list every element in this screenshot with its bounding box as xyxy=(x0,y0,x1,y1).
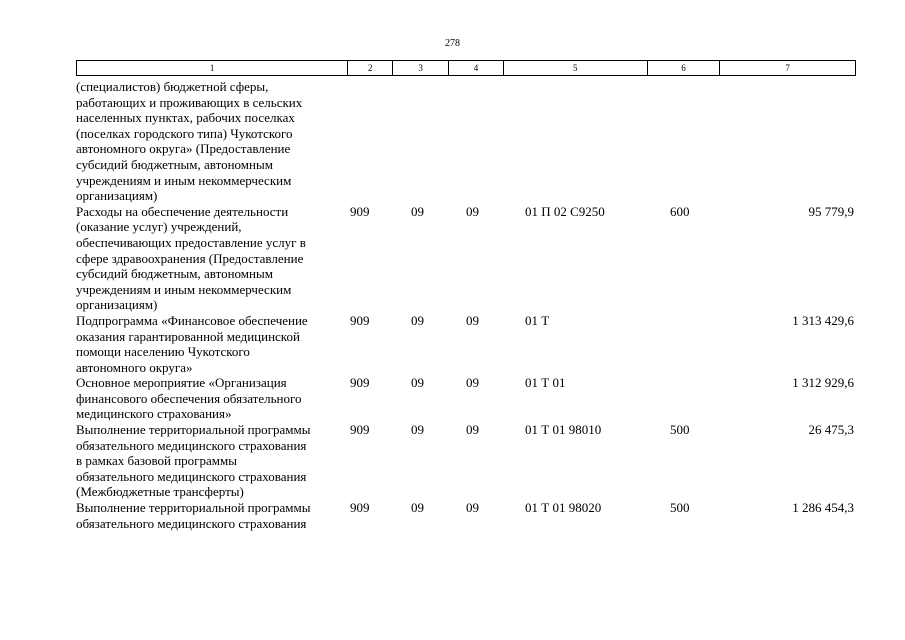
row-subsection: 09 xyxy=(466,312,479,328)
header-col-7: 7 xyxy=(785,63,790,73)
row-description: Расходы на обеспечение деятельности (оказание услуг) учреждений, обеспечивающих предоставление услуг в сфере здравоохранения (Предоставление субсидий бюджетным, автономным учреждениям и иным некоммерческим организациям) xyxy=(76,203,306,313)
header-col-2: 2 xyxy=(348,61,393,75)
table-row xyxy=(76,375,856,422)
header-col-4: 4 xyxy=(449,61,504,75)
header-col-3: 3 xyxy=(393,61,449,75)
row-target-article: 01 Т xyxy=(525,312,550,328)
row-amount: 95 779,9 xyxy=(808,203,854,219)
row-target-article: 01 Т 01 98020 xyxy=(525,500,602,516)
row-amount: 1 313 429,6 xyxy=(792,312,854,328)
row-section: 09 xyxy=(411,203,424,219)
table-header xyxy=(76,60,856,76)
row-subsection: 09 xyxy=(466,500,479,516)
table-row xyxy=(76,500,856,531)
row-expense-type: 600 xyxy=(670,203,690,219)
row-subsection: 09 xyxy=(466,203,479,219)
row-admin-code: 909 xyxy=(350,500,370,516)
row-expense-type: 500 xyxy=(670,422,690,438)
header-col-6: 6 xyxy=(648,61,721,75)
table-row xyxy=(76,79,856,204)
table-row xyxy=(76,313,856,375)
row-expense-type: 500 xyxy=(670,500,690,516)
row-subsection: 09 xyxy=(466,375,479,391)
table-row xyxy=(76,422,856,500)
row-description: Выполнение территориальной программы обязательного медицинского страхования xyxy=(76,500,311,531)
row-target-article: 01 Т 01 xyxy=(525,375,566,391)
row-subsection: 09 xyxy=(466,422,479,438)
row-description: (специалистов) бюджетной сферы, работающих и проживающих в сельских населенных пунктах, рабочих поселках (поселках городского типа) Чукотского автономного округа» (Предоставление субсидий бюджетным, автономным учреждениям и иным некоммерческим организациям) xyxy=(76,79,303,204)
row-description: Подпрограмма «Финансовое обеспечение оказания гарантированной медицинской помощи населению Чукотского автономного округа» xyxy=(76,312,308,375)
row-section: 09 xyxy=(411,422,424,438)
table-body xyxy=(76,79,856,531)
row-target-article: 01 П 02 С9250 xyxy=(525,203,605,219)
header-col-5: 5 xyxy=(504,61,648,75)
row-description: Основное мероприятие «Организация финансового обеспечения обязательного медицинского страхования» xyxy=(76,375,302,422)
row-admin-code: 909 xyxy=(350,312,370,328)
page-number: 278 xyxy=(445,38,460,49)
row-section: 09 xyxy=(411,312,424,328)
row-section: 09 xyxy=(411,375,424,391)
row-target-article: 01 Т 01 98010 xyxy=(525,422,602,438)
table-row xyxy=(76,204,856,313)
row-amount: 1 312 929,6 xyxy=(792,375,854,391)
header-col-1: 1 xyxy=(77,61,348,75)
row-amount: 26 475,3 xyxy=(808,422,854,438)
row-admin-code: 909 xyxy=(350,422,370,438)
row-admin-code: 909 xyxy=(350,375,370,391)
row-admin-code: 909 xyxy=(350,203,370,219)
row-section: 09 xyxy=(411,500,424,516)
row-description: Выполнение территориальной программы обязательного медицинского страхования в рамках базовой программы обязательного медицинского страхования (Межбюджетные трансферты) xyxy=(76,422,311,500)
row-amount: 1 286 454,3 xyxy=(792,500,854,516)
